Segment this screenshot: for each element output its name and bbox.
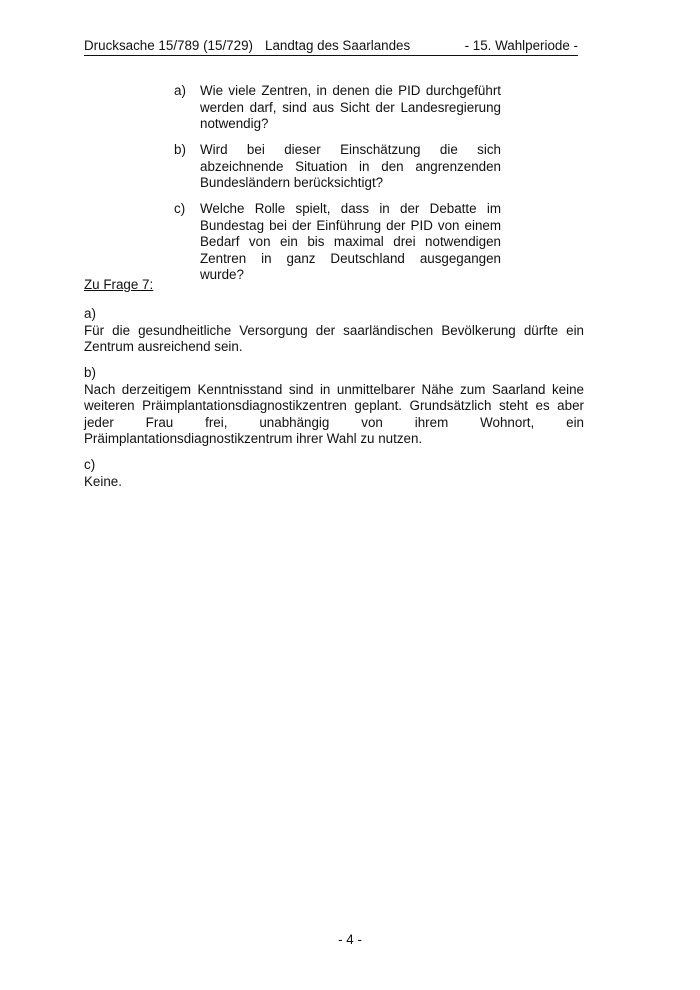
question-label: b): [174, 142, 186, 157]
question-b: [174, 142, 501, 192]
legislative-period: - 15. Wahlperiode -: [464, 38, 578, 53]
answer-label: b): [84, 365, 96, 380]
page-number: - 4 -: [338, 932, 362, 947]
answer-text: Für die gesundheitliche Versorgung der saarländischen Bevölkerung dürfte ein Zentrum ausreichend sein.: [84, 322, 584, 354]
answer-text: Nach derzeitigem Kenntnisstand sind in unmittelbarer Nähe zum Saarland keine weiteren Präimplantationsdiagnostikzentren geplant. Grundsätzlich steht es aber jeder Frau frei, unabhängig von ihrem Wohnort, ein Präimplantationsdiagnostikzentrum ihrer Wahl zu nutzen.: [84, 381, 584, 446]
answer-label: a): [84, 306, 96, 321]
question-label: c): [174, 201, 186, 216]
question-text: Wird bei dieser Einschätzung die sich abzeichnende Situation in den angrenzenden Bundesländern berücksichtigt?: [200, 142, 501, 190]
answer-a: [84, 306, 584, 356]
answer-label: c): [84, 457, 96, 472]
answer-text: Keine.: [84, 473, 122, 489]
question-text: Wie viele Zentren, in denen die PID durchgeführt werden darf, sind aus Sicht der Landesregierung notwendig?: [200, 83, 501, 131]
question-text: Welche Rolle spielt, dass in der Debatte im Bundestag bei der Einführung der PID von einem Bedarf von ein bis maximal drei notwendigen Zentren in ganz Deutschland ausgegangen wurde?: [200, 201, 501, 282]
answer-heading: Zu Frage 7:: [84, 277, 154, 292]
parliament-name: Landtag des Saarlandes: [265, 38, 411, 53]
question-a: [174, 83, 501, 133]
document-number: Drucksache 15/789 (15/729): [84, 38, 253, 53]
answer-b: [84, 365, 584, 448]
question-c: [174, 201, 501, 284]
answer-c: [84, 457, 584, 490]
question-label: a): [174, 83, 186, 98]
header-rule: [84, 55, 578, 56]
